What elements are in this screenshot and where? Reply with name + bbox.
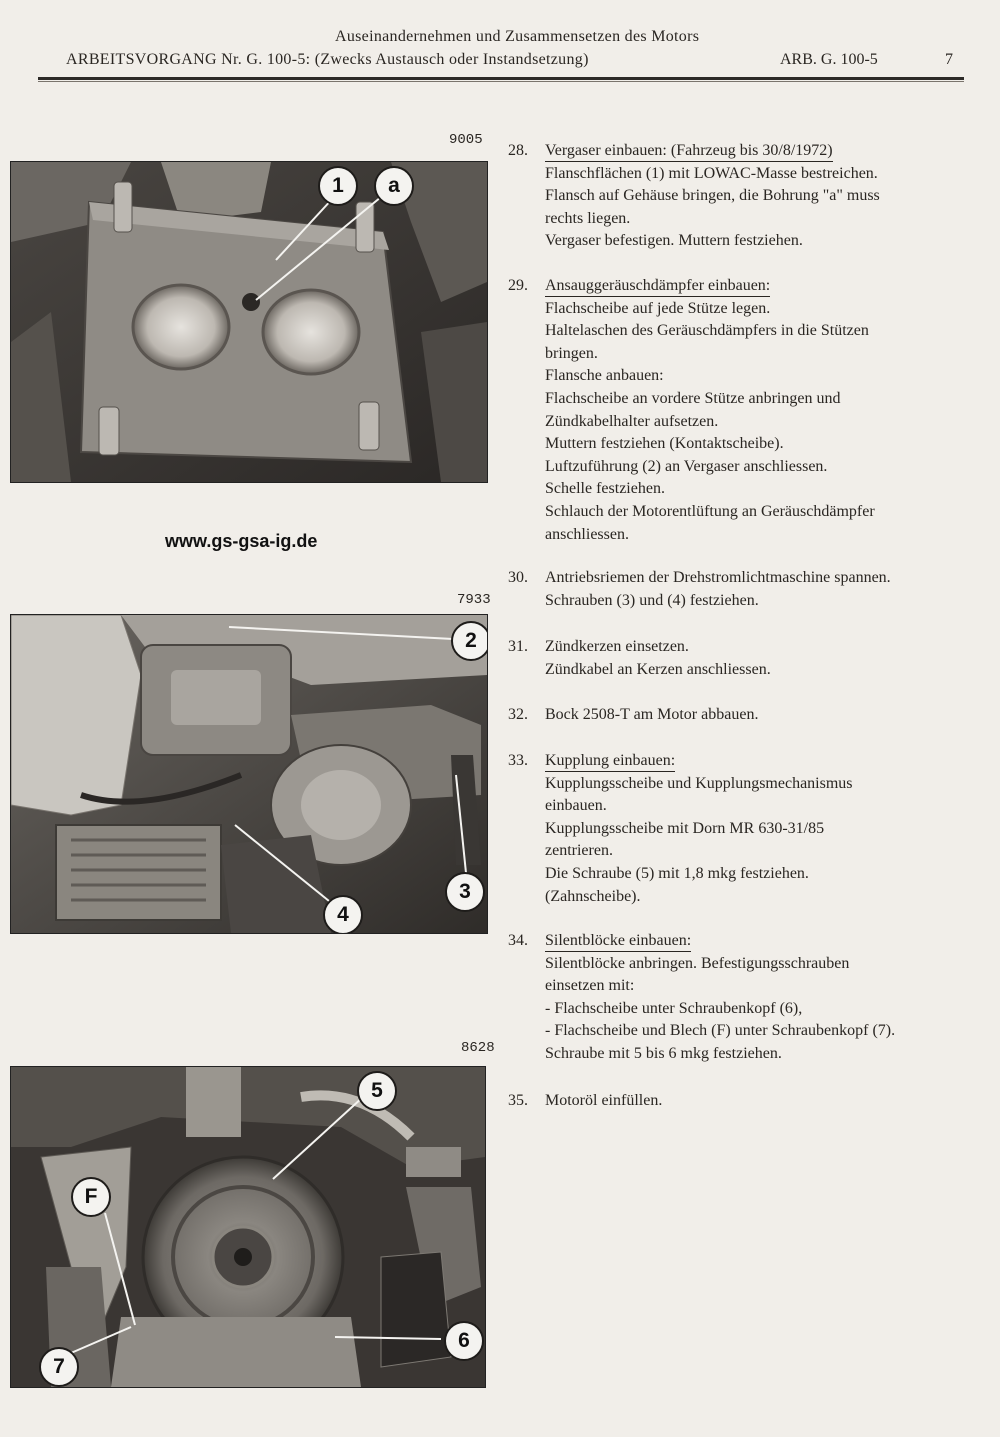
callout-3: 3: [445, 872, 485, 912]
step-line: Antriebsriemen der Drehstromlichtmaschine spannen.: [545, 569, 891, 586]
step-number: 34.: [508, 932, 528, 949]
step-line: (Zahnscheibe).: [545, 887, 641, 905]
step-line: Luftzuführung (2) an Vergaser anschliessen.: [545, 457, 828, 475]
header-reference: ARB. G. 100-5: [780, 51, 878, 68]
callout-F: F: [71, 1177, 111, 1217]
photo-engine-alternator: [10, 614, 488, 934]
step-line: Schelle festziehen.: [545, 480, 665, 498]
step-line: zentrieren.: [545, 842, 613, 860]
step-line: Schrauben (3) und (4) festziehen.: [545, 591, 759, 609]
step-number: 31.: [508, 638, 528, 655]
step-line: Vergaser befestigen. Muttern festziehen.: [545, 232, 803, 250]
callout-7: 7: [39, 1347, 79, 1387]
step-line: Die Schraube (5) mit 1,8 mkg festziehen.: [545, 864, 809, 882]
step-line: einbauen.: [545, 797, 607, 815]
step-number: 33.: [508, 752, 528, 769]
photo-number: 8628: [461, 1040, 495, 1056]
step-number: 28.: [508, 142, 528, 159]
callout-4: 4: [323, 895, 363, 934]
step-title: Kupplung einbauen:: [545, 751, 675, 772]
photo-carburetor-flange: [10, 161, 488, 483]
page-number: 7: [945, 51, 953, 68]
callout-6: 6: [444, 1321, 484, 1361]
step-line: Flachscheibe an vordere Stütze anbringen und: [545, 389, 841, 407]
step-line: - Flachscheibe und Blech (F) unter Schraubenkopf (7).: [545, 1022, 896, 1040]
callout-a: a: [374, 166, 414, 206]
step-line: Bock 2508-T am Motor abbauen.: [545, 706, 759, 723]
step-number: 32.: [508, 706, 528, 723]
callout-5: 5: [357, 1071, 397, 1111]
step-line: Schraube mit 5 bis 6 mkg festziehen.: [545, 1044, 782, 1062]
step-line: Zündkerzen einsetzen.: [545, 638, 689, 655]
photo-clutch-flywheel: [10, 1066, 486, 1388]
photo-number: 7933: [457, 592, 491, 608]
header-divider-thin: [38, 81, 964, 82]
step-title: Ansauggeräuschdämpfer einbauen:: [545, 276, 770, 297]
step-title: Vergaser einbauen: (Fahrzeug bis 30/8/1972): [545, 141, 833, 162]
step-line: bringen.: [545, 344, 598, 362]
step-line: Muttern festziehen (Kontaktscheibe).: [545, 435, 784, 453]
step-line: Zündkabel an Kerzen anschliessen.: [545, 660, 771, 678]
step-number: 30.: [508, 569, 528, 586]
callout-1: 1: [318, 166, 358, 206]
header-title: Auseinandernehmen und Zusammensetzen des Motors: [335, 28, 700, 45]
photo-number: 9005: [449, 132, 483, 148]
step-line: Flanschflächen (1) mit LOWAC-Masse bestreichen.: [545, 164, 878, 182]
step-line: Flansch auf Gehäuse bringen, die Bohrung "a" muss: [545, 187, 880, 205]
website-watermark: www.gs-gsa-ig.de: [165, 531, 318, 551]
step-line: anschliessen.: [545, 525, 629, 543]
header-divider: [38, 77, 964, 80]
step-line: Motoröl einfüllen.: [545, 1092, 663, 1109]
step-line: einsetzen mit:: [545, 977, 635, 995]
callout-2: 2: [451, 621, 488, 661]
step-line: - Flachscheibe unter Schraubenkopf (6),: [545, 999, 803, 1017]
step-line: Flachscheibe auf jede Stütze legen.: [545, 299, 771, 317]
step-line: rechts liegen.: [545, 209, 631, 227]
step-line: Kupplungsscheibe mit Dorn MR 630-31/85: [545, 819, 825, 837]
step-number: 35.: [508, 1092, 528, 1109]
step-line: Silentblöcke anbringen. Befestigungsschrauben: [545, 954, 850, 972]
header-operation: ARBEITSVORGANG Nr. G. 100-5: (Zwecks Austausch oder Instandsetzung): [66, 51, 589, 68]
step-line: Haltelaschen des Geräuschdämpfers in die Stützen: [545, 322, 869, 340]
step-title: Silentblöcke einbauen:: [545, 931, 691, 952]
step-line: Flansche anbauen:: [545, 367, 664, 385]
step-number: 29.: [508, 277, 528, 294]
step-line: Schlauch der Motorentlüftung an Geräuschdämpfer: [545, 502, 875, 520]
step-line: Kupplungsscheibe und Kupplungsmechanismus: [545, 774, 853, 792]
step-line: Zündkabelhalter aufsetzen.: [545, 412, 719, 430]
